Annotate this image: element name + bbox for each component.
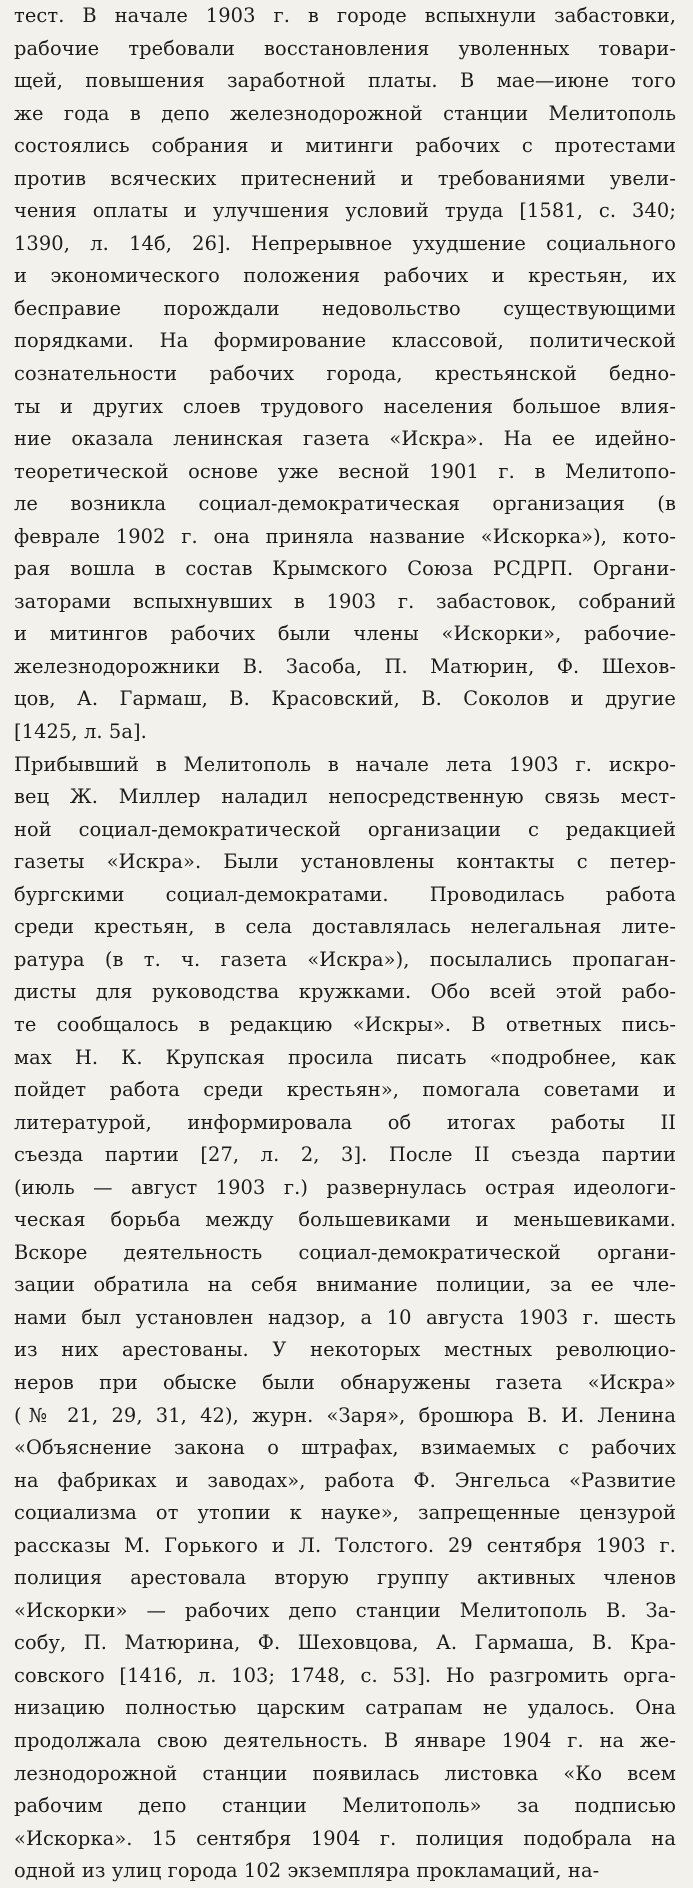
text-line: рая вошла в состав Крымского Союза РСДРП. Органи-: [14, 557, 676, 581]
text-line: социализма от утопии к науке», запрещенные цензурой: [14, 1501, 676, 1525]
text-line: Вскоре деятельность социал-демократической органи-: [14, 1240, 676, 1264]
text-line: нами был установлен надзор, а 10 августа 1903 г. шесть: [14, 1305, 676, 1329]
text-line: рабочим депо станции Мелитополь» за подписью: [14, 1794, 676, 1818]
text-line: против всяческих притеснений и требованиями увели-: [14, 166, 676, 190]
text-line: и экономического положения рабочих и крестьян, их: [14, 264, 676, 288]
text-line: вец Ж. Миллер наладил непосредственную связь мест-: [14, 785, 676, 809]
text-line: собу, П. Матюрина, Ф. Шеховцова, А. Гармаша, В. Кра-: [14, 1631, 676, 1655]
text-line: состоялись собрания и митинги рабочих с протестами: [14, 134, 676, 158]
text-line: железнодорожники В. Засоба, П. Матюрин, Ф. Шехов-: [14, 654, 676, 678]
text-line: те сообщалось в редакцию «Искры». В ответных пись-: [14, 1012, 676, 1036]
text-line: щей, повышения заработной платы. В мае—июне того: [14, 69, 676, 93]
text-line: пойдет работа среди крестьян», помогала советами и: [14, 1078, 676, 1102]
text-line: газеты «Искра». Были установлены контакты с петер-: [14, 850, 676, 874]
text-line: литературой, информировала об итогах работы II: [14, 1110, 676, 1134]
text-line: Прибывший в Мелитополь в начале лета 1903 г. искро-: [14, 752, 676, 776]
text-line: цов, А. Гармаш, В. Красовский, В. Соколов и другие: [14, 687, 676, 711]
text-line: же года в депо железнодорожной станции Мелитополь: [14, 101, 676, 125]
text-line: бургскими социал-демократами. Проводилась работа: [14, 882, 676, 906]
text-line: ние оказала ленинская газета «Искра». На ее идейно-: [14, 427, 676, 451]
text-line: ратура (в т. ч. газета «Искра»), посылались пропаган-: [14, 947, 676, 971]
text-line: рабочие требовали восстановления уволенных товари-: [14, 36, 676, 60]
text-line: на фабриках и заводах», работа Ф. Энгельса «Развитие: [14, 1468, 676, 1492]
text-line: теоретической основе уже весной 1901 г. в Мелитопо-: [14, 459, 676, 483]
text-line: рассказы М. Горького и Л. Толстого. 29 сентября 1903 г.: [14, 1533, 676, 1557]
text-line: ты и других слоев трудового населения большое влия-: [14, 394, 676, 418]
text-line: дисты для руководства кружками. Обо всей этой рабо-: [14, 980, 676, 1004]
text-line: ческая борьба между большевиками и меньшевиками.: [14, 1208, 676, 1232]
text-line: бесправие порождали недовольство существующими: [14, 296, 676, 320]
text-line: продолжала свою деятельность. В январе 1904 г. на же-: [14, 1728, 676, 1752]
text-line: неров при обыске были обнаружены газета «Искра»: [14, 1370, 676, 1394]
text-line: низацию полностью царским сатрапам не удалось. Она: [14, 1696, 676, 1720]
text-line: заторами вспыхнувших в 1903 г. забастовок, собраний: [14, 589, 676, 613]
text-line: чения оплаты и улучшения условий труда [1581, с. 340;: [14, 199, 676, 223]
text-line: [1425, л. 5а].: [14, 720, 147, 744]
text-line: 1390, л. 14б, 26]. Непрерывное ухудшение социального: [14, 231, 676, 255]
text-line: ной социал-демократической организации с редакцией: [14, 817, 676, 841]
text-line: лезнодорожной станции появилась листовка «Ко всем: [14, 1761, 676, 1785]
text-line: из них арестованы. У некоторых местных революцио-: [14, 1338, 676, 1362]
text-line: и митингов рабочих были члены «Искорки», рабочие-: [14, 622, 676, 646]
text-line: полиция арестовала вторую группу активных членов: [14, 1566, 676, 1590]
text-line: совского [1416, л. 103; 1748, с. 53]. Но разгромить орга-: [14, 1663, 676, 1687]
text-line: среди крестьян, в села доставлялась нелегальная лите-: [14, 915, 676, 939]
text-line: ле возникла социал-демократическая организация (в: [14, 492, 676, 516]
text-line: съезда партии [27, л. 2, 3]. После II съезда партии: [14, 1143, 676, 1167]
text-line: феврале 1902 г. она приняла название «Искорка»), кото-: [14, 524, 676, 548]
text-line: порядками. На формирование классовой, политической: [14, 329, 676, 353]
text-line: сознательности рабочих города, крестьянской бедно-: [14, 362, 676, 386]
text-line: мах Н. К. Крупская просила писать «подробнее, как: [14, 1045, 676, 1069]
paragraph: [14, 749, 679, 1888]
text-line: «Искорка». 15 сентября 1904 г. полиция подобрала на: [14, 1826, 676, 1850]
text-line: одной из улиц города 102 экземпляра прокламаций, на-: [14, 1859, 600, 1883]
text-line: «Объяснение закона о штрафах, взимаемых с рабочих: [14, 1436, 676, 1460]
text-line: зации обратила на себя внимание полиции, за ее чле-: [14, 1273, 676, 1297]
text-line: тест. В начале 1903 г. в городе вспыхнули забастовки,: [14, 4, 676, 27]
text-line: (июль — август 1903 г.) развернулась острая идеологи-: [14, 1175, 676, 1199]
paragraph: [14, 0, 679, 749]
text-line: «Искорки» — рабочих депо станции Мелитополь В. За-: [14, 1598, 676, 1622]
text-line: (№ 21, 29, 31, 42), журн. «Заря», брошюра В. И. Ленина: [14, 1403, 676, 1427]
text-body: [14, 0, 679, 1888]
